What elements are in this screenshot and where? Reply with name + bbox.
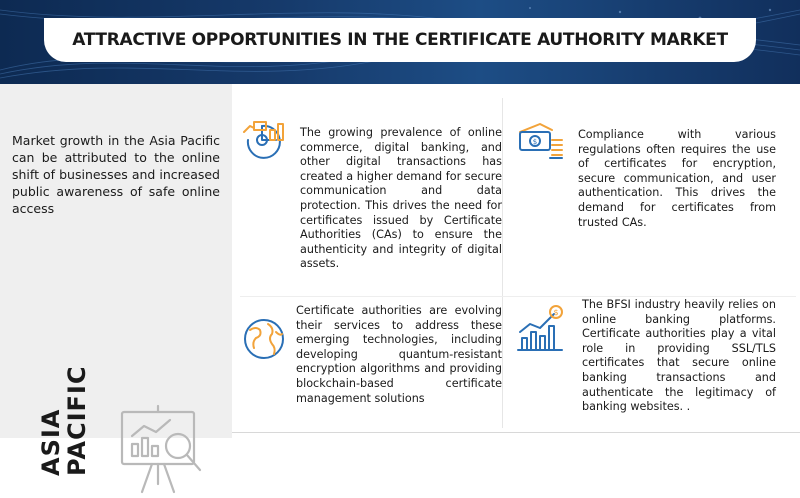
page-title: ATTRACTIVE OPPORTUNITIES IN THE CERTIFICATE AUTHORITY MARKET [72,30,728,50]
opportunity-card-3 [240,298,502,418]
title-pill [44,18,756,62]
bottom-rule [232,432,800,433]
opportunity-card-2 [516,118,780,248]
region-panel [0,84,232,476]
header-banner [0,0,800,84]
column-divider [502,98,503,428]
region-label-line2: PACIFIC [63,365,91,476]
region-summary-text: Market growth in the Asia Pacific can be attributed to the online shift of businesses and increased public awareness of safe online access [12,133,220,216]
svg-text:$: $ [532,138,538,146]
svg-text:$: $ [553,308,559,317]
opportunity-text-1: The growing prevalence of online commerce, digital banking, and other digital transactions has created a higher demand for secure communication and data protection. This drives the need for certificates issued by Certificate Authorities (CAs) to ensure the authenticity and integrity of digital assets. [300,126,502,271]
region-label-line1: ASIA [37,408,65,476]
opportunity-text-2: Compliance with various regulations often requires the use of certificates for encryption, secure communication, and user authentication. This drives the demand for certificates from trusted CAs. [578,128,776,229]
row-divider [240,296,796,297]
presentation-chart-magnifier-icon [112,402,212,498]
opportunity-card-4 [516,298,780,428]
opportunity-card-1 [240,118,502,288]
opportunity-text-4: The BFSI industry heavily relies on online banking platforms. Certificate authorities play a vital role in providing SSL/TLS certificates that secure online banking transactions and authenticate the legitimacy of banking websites. . [582,298,776,414]
globe-icon [240,314,288,364]
digital-transactions-chart-icon [240,118,288,168]
opportunity-text-3: Certificate authorities are evolving their services to address these emerging technologies, including developing quantum-resistant encryption algorithms and providing blockchain-based certificate management solutions [296,304,502,405]
bfsi-growth-chart-icon [516,304,564,354]
compliance-cash-icon [516,118,564,168]
